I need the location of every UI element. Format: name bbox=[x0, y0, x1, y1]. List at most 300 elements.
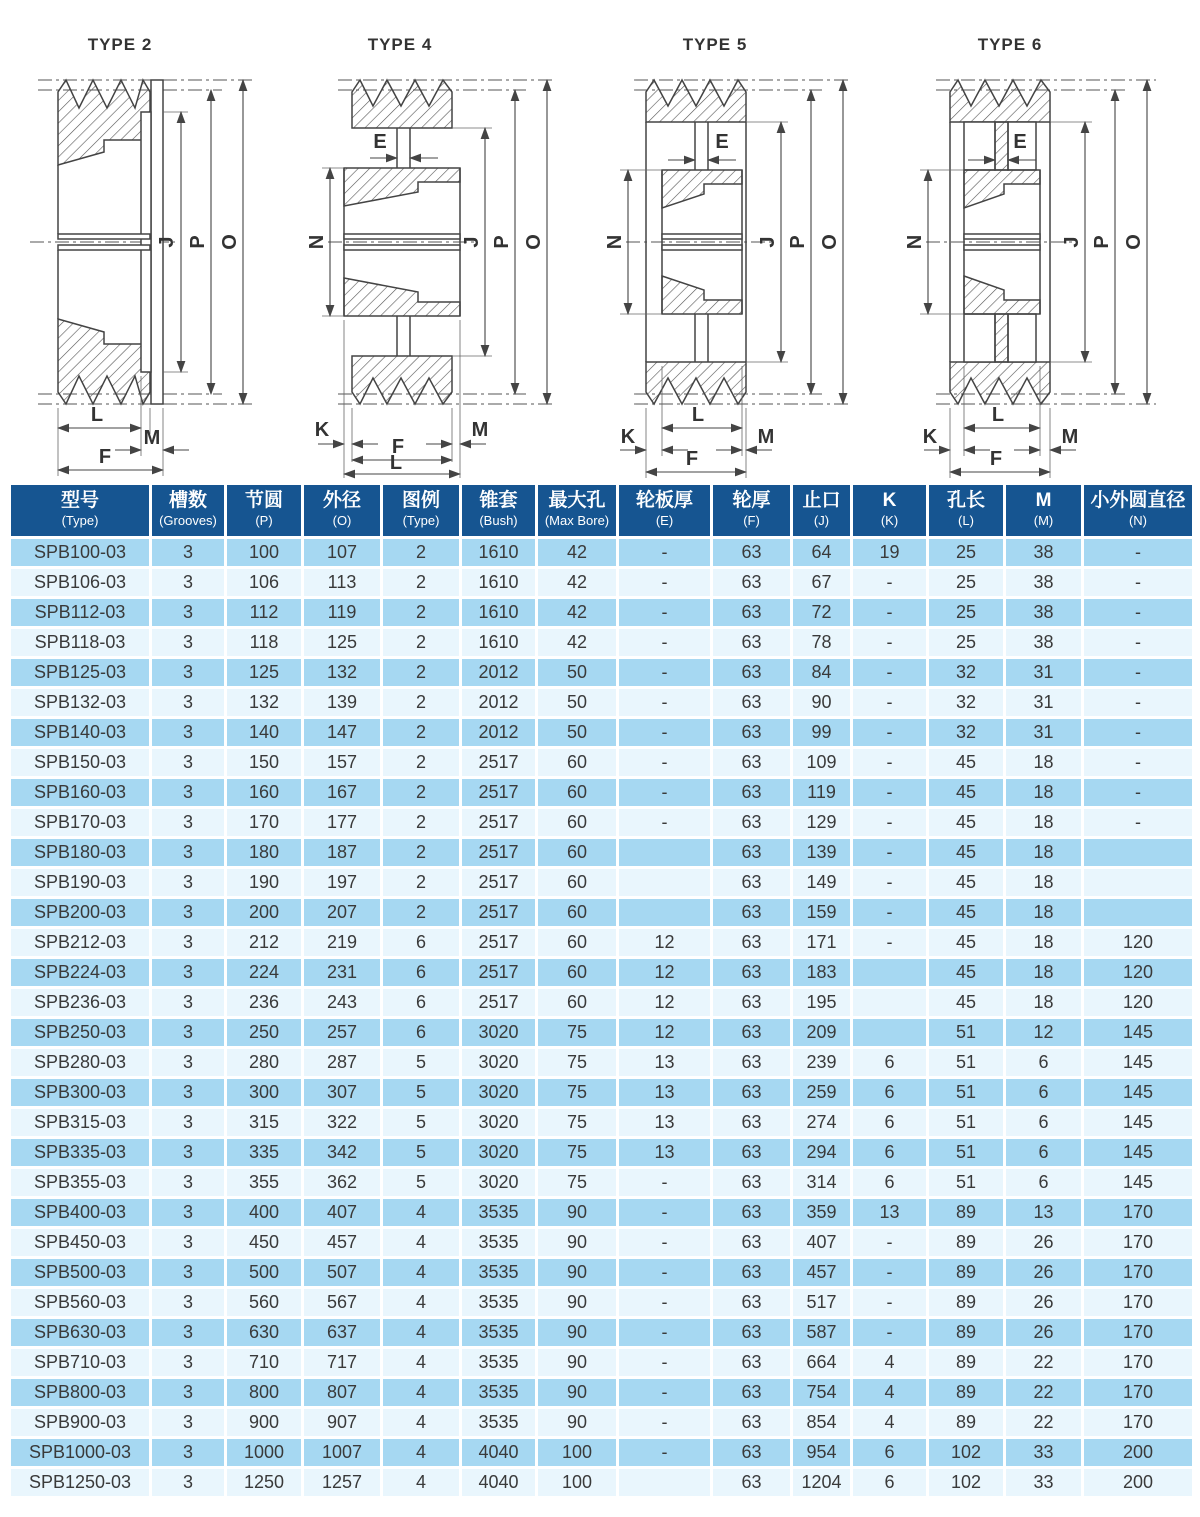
table-cell: 407 bbox=[792, 1228, 852, 1258]
table-cell: 3 bbox=[151, 778, 226, 808]
table-cell: 6 bbox=[1005, 1048, 1083, 1078]
table-cell: 4 bbox=[852, 1408, 928, 1438]
table-cell: 6 bbox=[852, 1468, 928, 1498]
table-cell: 236 bbox=[226, 988, 303, 1018]
table-cell: 89 bbox=[928, 1288, 1005, 1318]
table-cell: 4 bbox=[382, 1228, 461, 1258]
table-cell: 1257 bbox=[303, 1468, 382, 1498]
table-cell: 560 bbox=[226, 1288, 303, 1318]
table-cell: 1000 bbox=[226, 1438, 303, 1468]
table-cell bbox=[852, 1018, 928, 1048]
table-cell: 3020 bbox=[461, 1138, 537, 1168]
table-cell: - bbox=[1083, 568, 1194, 598]
table-cell: 457 bbox=[792, 1258, 852, 1288]
table-cell: 90 bbox=[537, 1378, 618, 1408]
table-cell: 33 bbox=[1005, 1468, 1083, 1498]
table-cell bbox=[1083, 868, 1194, 898]
table-cell: 500 bbox=[226, 1258, 303, 1288]
table-cell: 507 bbox=[303, 1258, 382, 1288]
table-cell: SPB800-03 bbox=[10, 1378, 151, 1408]
table-cell: 322 bbox=[303, 1108, 382, 1138]
table-cell: 67 bbox=[792, 568, 852, 598]
table-cell: 84 bbox=[792, 658, 852, 688]
table-cell: 120 bbox=[1083, 958, 1194, 988]
table-cell: 63 bbox=[712, 1258, 792, 1288]
table-cell: 159 bbox=[792, 898, 852, 928]
table-cell: 3 bbox=[151, 1048, 226, 1078]
table-cell: 31 bbox=[1005, 718, 1083, 748]
table-cell: 3 bbox=[151, 898, 226, 928]
table-cell: 280 bbox=[226, 1048, 303, 1078]
table-cell: SPB250-03 bbox=[10, 1018, 151, 1048]
table-cell: 90 bbox=[537, 1228, 618, 1258]
table-cell: 3 bbox=[151, 1018, 226, 1048]
spec-table bbox=[8, 482, 1195, 1499]
table-cell: 6 bbox=[1005, 1138, 1083, 1168]
table-cell: 89 bbox=[928, 1318, 1005, 1348]
table-cell: 3020 bbox=[461, 1108, 537, 1138]
table-cell: - bbox=[1083, 808, 1194, 838]
table-cell: 63 bbox=[712, 688, 792, 718]
table-cell: 63 bbox=[712, 748, 792, 778]
table-cell bbox=[1083, 898, 1194, 928]
dim-label-l: L bbox=[389, 452, 403, 474]
table-cell: SPB118-03 bbox=[10, 628, 151, 658]
table-cell: SPB100-03 bbox=[10, 538, 151, 568]
table-cell: 4 bbox=[852, 1348, 928, 1378]
table-row bbox=[10, 1078, 1194, 1108]
dim-label-m: M bbox=[1061, 426, 1079, 448]
table-cell: 2012 bbox=[461, 718, 537, 748]
table-cell: 567 bbox=[303, 1288, 382, 1318]
table-cell: - bbox=[1083, 718, 1194, 748]
table-cell: 18 bbox=[1005, 868, 1083, 898]
table-cell: 63 bbox=[712, 1288, 792, 1318]
table-cell: - bbox=[618, 1318, 712, 1348]
table-cell: 3535 bbox=[461, 1258, 537, 1288]
table-cell: 32 bbox=[928, 658, 1005, 688]
table-cell: - bbox=[1083, 688, 1194, 718]
table-cell: 187 bbox=[303, 838, 382, 868]
table-cell: 60 bbox=[537, 838, 618, 868]
table-cell: 4 bbox=[382, 1468, 461, 1498]
column-header-11: 孔长 (L) bbox=[928, 484, 1005, 538]
diagram-title: TYPE 6 bbox=[977, 35, 1043, 54]
table-cell: 64 bbox=[792, 538, 852, 568]
table-cell: 12 bbox=[618, 958, 712, 988]
table-cell: 45 bbox=[928, 898, 1005, 928]
table-cell: 63 bbox=[712, 1228, 792, 1258]
table-cell: - bbox=[852, 568, 928, 598]
table-cell: 2 bbox=[382, 658, 461, 688]
table-cell: 3 bbox=[151, 538, 226, 568]
table-cell: 517 bbox=[792, 1288, 852, 1318]
table-cell: 51 bbox=[928, 1168, 1005, 1198]
table-cell: SPB315-03 bbox=[10, 1108, 151, 1138]
table-cell: 60 bbox=[537, 868, 618, 898]
table-cell: 112 bbox=[226, 598, 303, 628]
table-cell bbox=[852, 958, 928, 988]
table-cell: 60 bbox=[537, 748, 618, 778]
table-cell: 145 bbox=[1083, 1018, 1194, 1048]
dim-label-p: P bbox=[491, 235, 513, 249]
table-cell: - bbox=[1083, 748, 1194, 778]
table-cell: 45 bbox=[928, 748, 1005, 778]
table-cell: 75 bbox=[537, 1138, 618, 1168]
table-cell: 18 bbox=[1005, 778, 1083, 808]
table-cell: SPB355-03 bbox=[10, 1168, 151, 1198]
table-cell: 63 bbox=[712, 658, 792, 688]
dim-label-e: E bbox=[715, 131, 729, 153]
table-cell: 2 bbox=[382, 748, 461, 778]
column-header-3: 外径 (O) bbox=[303, 484, 382, 538]
table-cell: 170 bbox=[1083, 1318, 1194, 1348]
table-cell: - bbox=[852, 718, 928, 748]
table-cell: 50 bbox=[537, 658, 618, 688]
table-cell: - bbox=[618, 1348, 712, 1378]
table-cell: 119 bbox=[792, 778, 852, 808]
table-cell: SPB180-03 bbox=[10, 838, 151, 868]
table-cell: 18 bbox=[1005, 808, 1083, 838]
table-cell: 109 bbox=[792, 748, 852, 778]
table-cell: 3535 bbox=[461, 1408, 537, 1438]
table-cell: 854 bbox=[792, 1408, 852, 1438]
table-cell: 4 bbox=[382, 1318, 461, 1348]
table-row bbox=[10, 1168, 1194, 1198]
table-cell: SPB500-03 bbox=[10, 1258, 151, 1288]
table-cell: SPB300-03 bbox=[10, 1078, 151, 1108]
table-cell: - bbox=[618, 1408, 712, 1438]
table-cell: 3 bbox=[151, 868, 226, 898]
table-cell: SPB112-03 bbox=[10, 598, 151, 628]
table-cell: 259 bbox=[792, 1078, 852, 1108]
table-cell: 362 bbox=[303, 1168, 382, 1198]
table-cell: - bbox=[618, 568, 712, 598]
table-cell: 3020 bbox=[461, 1078, 537, 1108]
diagram-title: TYPE 2 bbox=[87, 35, 153, 54]
table-cell: 100 bbox=[537, 1468, 618, 1498]
table-cell: 145 bbox=[1083, 1078, 1194, 1108]
table-cell: 6 bbox=[852, 1438, 928, 1468]
table-cell: 300 bbox=[226, 1078, 303, 1108]
dim-label-f: F bbox=[98, 446, 112, 468]
table-cell: 1610 bbox=[461, 628, 537, 658]
table-row bbox=[10, 1258, 1194, 1288]
table-cell: 75 bbox=[537, 1018, 618, 1048]
table-cell: 45 bbox=[928, 928, 1005, 958]
table-cell: 45 bbox=[928, 868, 1005, 898]
table-cell: 2517 bbox=[461, 898, 537, 928]
table-row bbox=[10, 838, 1194, 868]
dim-label-e: E bbox=[373, 131, 387, 153]
table-cell: 13 bbox=[852, 1198, 928, 1228]
table-cell: SPB400-03 bbox=[10, 1198, 151, 1228]
table-cell: 170 bbox=[1083, 1228, 1194, 1258]
dim-label-k: K bbox=[922, 426, 938, 448]
table-cell: 400 bbox=[226, 1198, 303, 1228]
table-cell: 120 bbox=[1083, 988, 1194, 1018]
table-cell: 75 bbox=[537, 1108, 618, 1138]
table-cell: - bbox=[852, 1258, 928, 1288]
table-cell: 4 bbox=[382, 1438, 461, 1468]
table-cell: 3 bbox=[151, 958, 226, 988]
table-cell: 60 bbox=[537, 958, 618, 988]
table-cell: 1610 bbox=[461, 598, 537, 628]
table-cell: 45 bbox=[928, 778, 1005, 808]
table-cell: 145 bbox=[1083, 1108, 1194, 1138]
table-cell: 106 bbox=[226, 568, 303, 598]
table-cell: 170 bbox=[1083, 1258, 1194, 1288]
table-cell: - bbox=[618, 598, 712, 628]
dim-label-l: L bbox=[691, 404, 705, 426]
table-cell: 1610 bbox=[461, 568, 537, 598]
table-cell: 63 bbox=[712, 1378, 792, 1408]
table-cell bbox=[618, 898, 712, 928]
table-cell: 45 bbox=[928, 958, 1005, 988]
dim-label-o: O bbox=[819, 234, 841, 250]
table-cell: SPB335-03 bbox=[10, 1138, 151, 1168]
table-cell: 231 bbox=[303, 958, 382, 988]
table-cell: 5 bbox=[382, 1138, 461, 1168]
table-cell: SPB170-03 bbox=[10, 808, 151, 838]
type-2-drawing bbox=[0, 0, 300, 480]
table-cell: 12 bbox=[618, 928, 712, 958]
dim-label-n: N bbox=[604, 234, 626, 250]
table-cell: 630 bbox=[226, 1318, 303, 1348]
table-cell: 42 bbox=[537, 568, 618, 598]
table-cell: 3 bbox=[151, 1468, 226, 1498]
table-cell: 170 bbox=[1083, 1198, 1194, 1228]
table-cell: SPB450-03 bbox=[10, 1228, 151, 1258]
table-cell: 754 bbox=[792, 1378, 852, 1408]
table-row bbox=[10, 988, 1194, 1018]
table-cell: 3 bbox=[151, 1168, 226, 1198]
table-cell: - bbox=[1083, 658, 1194, 688]
table-cell: - bbox=[1083, 538, 1194, 568]
table-cell: 60 bbox=[537, 808, 618, 838]
table-cell: 2 bbox=[382, 838, 461, 868]
table-cell: 22 bbox=[1005, 1378, 1083, 1408]
table-cell: 407 bbox=[303, 1198, 382, 1228]
table-cell: 3 bbox=[151, 658, 226, 688]
table-cell: 157 bbox=[303, 748, 382, 778]
table-row bbox=[10, 1318, 1194, 1348]
table-cell: - bbox=[852, 838, 928, 868]
table-cell: 63 bbox=[712, 1168, 792, 1198]
diagram-title: TYPE 4 bbox=[367, 35, 433, 54]
table-cell: 51 bbox=[928, 1138, 1005, 1168]
table-cell: 26 bbox=[1005, 1228, 1083, 1258]
table-cell: 3020 bbox=[461, 1048, 537, 1078]
table-cell: 954 bbox=[792, 1438, 852, 1468]
table-row bbox=[10, 1018, 1194, 1048]
table-cell: 4040 bbox=[461, 1438, 537, 1468]
table-cell: 3535 bbox=[461, 1348, 537, 1378]
table-cell: 1250 bbox=[226, 1468, 303, 1498]
table-cell: 6 bbox=[1005, 1168, 1083, 1198]
dim-label-m: M bbox=[757, 426, 775, 448]
diagram-type-6 bbox=[900, 0, 1200, 480]
table-cell: 243 bbox=[303, 988, 382, 1018]
table-row bbox=[10, 928, 1194, 958]
column-header-13: 小外圆直径 (N) bbox=[1083, 484, 1194, 538]
column-header-0: 型号 (Type) bbox=[10, 484, 151, 538]
table-cell: 212 bbox=[226, 928, 303, 958]
table-cell bbox=[618, 838, 712, 868]
table-cell: 287 bbox=[303, 1048, 382, 1078]
table-row bbox=[10, 1438, 1194, 1468]
table-cell: 359 bbox=[792, 1198, 852, 1228]
table-cell: 90 bbox=[537, 1198, 618, 1228]
table-cell: 4 bbox=[382, 1348, 461, 1378]
table-cell: 2 bbox=[382, 898, 461, 928]
dim-label-l: L bbox=[991, 404, 1005, 426]
dim-label-j: J bbox=[757, 236, 779, 248]
table-cell: - bbox=[618, 748, 712, 778]
table-cell: 90 bbox=[792, 688, 852, 718]
table-row bbox=[10, 1108, 1194, 1138]
table-cell: 717 bbox=[303, 1348, 382, 1378]
table-cell: 3 bbox=[151, 568, 226, 598]
column-header-6: 最大孔 (Max Bore) bbox=[537, 484, 618, 538]
table-cell: 145 bbox=[1083, 1168, 1194, 1198]
table-cell: 6 bbox=[1005, 1108, 1083, 1138]
table-cell: - bbox=[852, 1318, 928, 1348]
table-cell: 2517 bbox=[461, 988, 537, 1018]
table-cell: 45 bbox=[928, 838, 1005, 868]
diagram-title: TYPE 5 bbox=[682, 35, 748, 54]
table-row bbox=[10, 1198, 1194, 1228]
table-cell: 75 bbox=[537, 1048, 618, 1078]
table-cell: 63 bbox=[712, 1108, 792, 1138]
table-row bbox=[10, 718, 1194, 748]
table-cell: 75 bbox=[537, 1078, 618, 1108]
table-cell: 6 bbox=[382, 958, 461, 988]
table-cell: 25 bbox=[928, 628, 1005, 658]
table-cell: - bbox=[852, 808, 928, 838]
table-cell: 60 bbox=[537, 928, 618, 958]
table-cell: 4 bbox=[382, 1198, 461, 1228]
table-cell: 89 bbox=[928, 1258, 1005, 1288]
table-cell: 2 bbox=[382, 568, 461, 598]
table-cell: 4 bbox=[852, 1378, 928, 1408]
diagram-type-4 bbox=[300, 0, 600, 480]
table-cell: 355 bbox=[226, 1168, 303, 1198]
table-cell: 250 bbox=[226, 1018, 303, 1048]
table-cell: 63 bbox=[712, 1318, 792, 1348]
table-cell: 63 bbox=[712, 1468, 792, 1498]
table-cell: - bbox=[852, 688, 928, 718]
table-cell: 6 bbox=[1005, 1078, 1083, 1108]
dim-label-k: K bbox=[314, 419, 330, 441]
table-cell: 63 bbox=[712, 958, 792, 988]
table-cell: SPB560-03 bbox=[10, 1288, 151, 1318]
table-cell: 38 bbox=[1005, 538, 1083, 568]
table-cell: 3 bbox=[151, 1408, 226, 1438]
table-cell: 200 bbox=[1083, 1438, 1194, 1468]
dim-label-f: F bbox=[391, 436, 405, 458]
table-cell: 200 bbox=[226, 898, 303, 928]
table-cell: 139 bbox=[303, 688, 382, 718]
table-cell: - bbox=[1083, 598, 1194, 628]
table-cell: 63 bbox=[712, 1078, 792, 1108]
table-cell: 72 bbox=[792, 598, 852, 628]
table-cell: 2 bbox=[382, 538, 461, 568]
column-header-7: 轮板厚 (E) bbox=[618, 484, 712, 538]
table-cell: 3 bbox=[151, 1078, 226, 1108]
table-cell: 31 bbox=[1005, 688, 1083, 718]
table-cell: 3535 bbox=[461, 1198, 537, 1228]
table-cell: SPB224-03 bbox=[10, 958, 151, 988]
table-cell: 63 bbox=[712, 718, 792, 748]
table-cell: 1204 bbox=[792, 1468, 852, 1498]
table-cell: 170 bbox=[1083, 1348, 1194, 1378]
dim-label-f: F bbox=[989, 448, 1003, 470]
table-cell: 63 bbox=[712, 1198, 792, 1228]
table-cell: 125 bbox=[226, 658, 303, 688]
table-cell: 3535 bbox=[461, 1288, 537, 1318]
table-cell: 26 bbox=[1005, 1258, 1083, 1288]
table-cell: 177 bbox=[303, 808, 382, 838]
table-cell: 207 bbox=[303, 898, 382, 928]
table-cell: 2 bbox=[382, 868, 461, 898]
table-cell: 63 bbox=[712, 838, 792, 868]
dim-label-n: N bbox=[904, 234, 926, 250]
table-cell: 89 bbox=[928, 1198, 1005, 1228]
table-cell: 342 bbox=[303, 1138, 382, 1168]
table-cell: 89 bbox=[928, 1408, 1005, 1438]
table-cell: 63 bbox=[712, 1408, 792, 1438]
table-cell: 3020 bbox=[461, 1168, 537, 1198]
table-cell: 18 bbox=[1005, 958, 1083, 988]
table-cell: 18 bbox=[1005, 838, 1083, 868]
table-cell: 209 bbox=[792, 1018, 852, 1048]
table-cell: 307 bbox=[303, 1078, 382, 1108]
table-cell: 710 bbox=[226, 1348, 303, 1378]
table-row bbox=[10, 1348, 1194, 1378]
table-cell: 900 bbox=[226, 1408, 303, 1438]
table-cell: 25 bbox=[928, 538, 1005, 568]
table-cell: SPB132-03 bbox=[10, 688, 151, 718]
table-cell: 100 bbox=[537, 1438, 618, 1468]
table-cell: 907 bbox=[303, 1408, 382, 1438]
table-cell: 22 bbox=[1005, 1348, 1083, 1378]
table-cell: 170 bbox=[1083, 1408, 1194, 1438]
table-cell: 6 bbox=[852, 1048, 928, 1078]
table-row bbox=[10, 1048, 1194, 1078]
table-cell: 457 bbox=[303, 1228, 382, 1258]
table-cell: 3 bbox=[151, 1318, 226, 1348]
table-cell: 60 bbox=[537, 778, 618, 808]
table-cell: SPB150-03 bbox=[10, 748, 151, 778]
table-cell: - bbox=[852, 1228, 928, 1258]
table-cell: - bbox=[852, 898, 928, 928]
dim-label-o: O bbox=[1123, 234, 1145, 250]
table-cell: 6 bbox=[382, 988, 461, 1018]
table-row bbox=[10, 598, 1194, 628]
table-cell: 45 bbox=[928, 988, 1005, 1018]
table-cell: 3535 bbox=[461, 1378, 537, 1408]
table-cell: 63 bbox=[712, 1048, 792, 1078]
table-cell: 63 bbox=[712, 1348, 792, 1378]
dim-label-m: M bbox=[143, 427, 161, 449]
table-cell: 119 bbox=[303, 598, 382, 628]
table-cell: 89 bbox=[928, 1228, 1005, 1258]
table-cell: SPB280-03 bbox=[10, 1048, 151, 1078]
table-cell: SPB900-03 bbox=[10, 1408, 151, 1438]
column-header-12: M (M) bbox=[1005, 484, 1083, 538]
table-cell: - bbox=[618, 778, 712, 808]
